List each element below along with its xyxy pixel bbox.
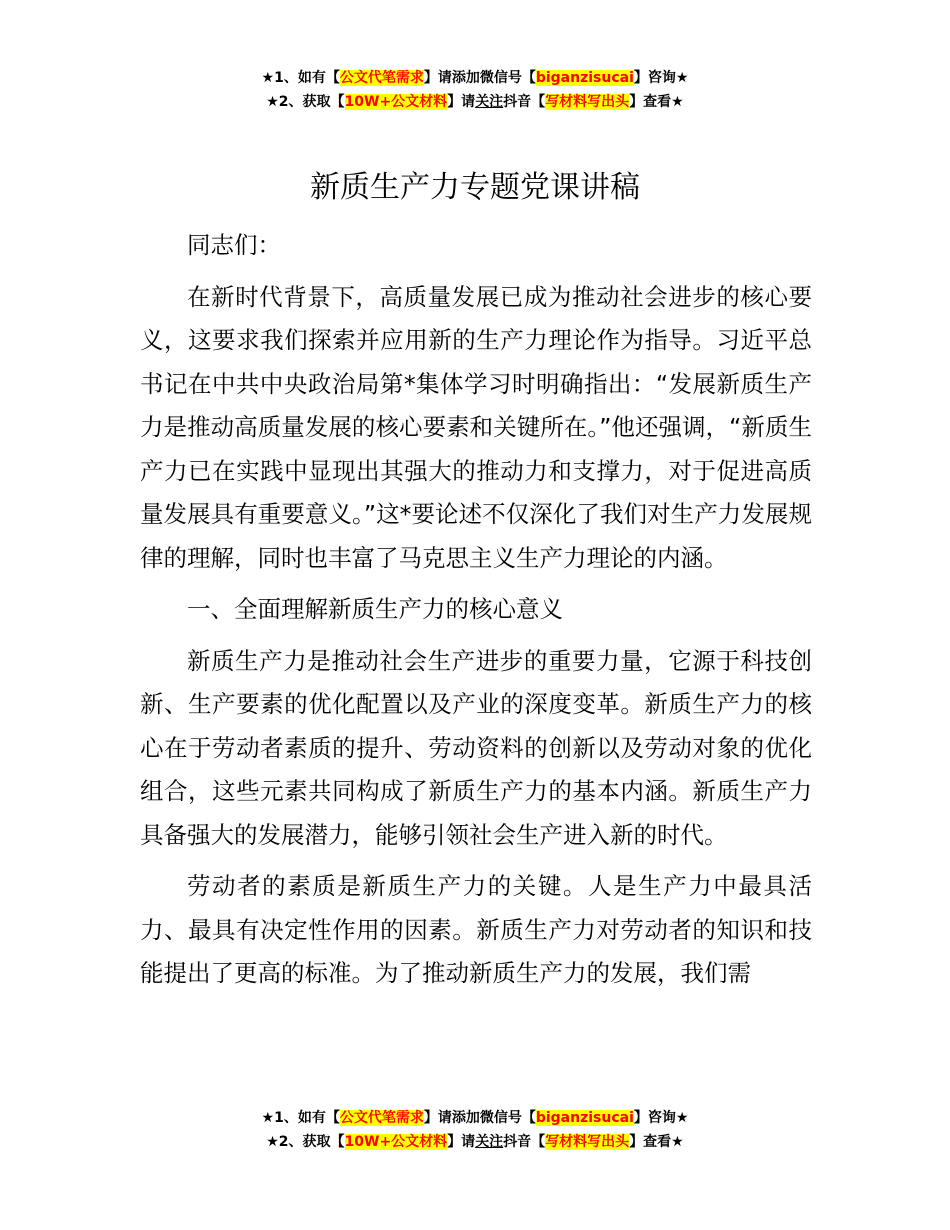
banner-highlight: 写材料写出头 [545,94,630,110]
banner-text: 抖音【 [503,1134,546,1150]
banner-text: 】请 [447,94,476,110]
banner-text: 】咨询★ [633,70,689,86]
banner-underlined: 关注 [475,1134,504,1150]
banner-wechat-id: biganzisucai [535,1110,634,1126]
banner-underlined: 关注 [475,94,504,110]
footer-banner [0,1106,950,1154]
banner-text: ★1、如有【 [261,1110,340,1126]
banner-highlight: 10W+公文材料 [344,94,448,110]
paragraph: 劳动者的素质是新质生产力的关键。人是生产力中最具活力、最具有决定性作用的因素。新质生产力对劳动者的知识和技能提出了更高的标准。为了推动新质生产力的发展，我们需 [140,872,812,987]
banner-highlight: 公文代笔需求 [339,1110,424,1126]
banner-text: 】请添加微信号【 [423,1110,536,1126]
banner-line-2 [0,1130,950,1154]
banner-text: 】查看★ [629,94,684,110]
header-banner [0,66,950,114]
banner-text: 】请 [447,1134,476,1150]
banner-highlight: 写材料写出头 [545,1134,630,1150]
paragraph: 在新时代背景下，高质量发展已成为推动社会进步的核心要义，这要求我们探索并应用新的生产力理论作为指导。习近平总书记在中共中央政治局第*集体学习时明确指出：“发展新质生产力是推动高质量发展的核心要素和关键所在。”他还强调，“新质生产力已在实践中显现出其强大的推动力和支撑力，对于促进高质量发展具有重要意义。”这*要论述不仅深化了我们对生产力发展规律的理解，同时也丰富了马克思主义生产力理论的内涵。 [140,282,812,572]
banner-text: 抖音【 [503,94,546,110]
banner-line-1 [0,1106,950,1130]
banner-highlight: 10W+公文材料 [344,1134,448,1150]
salutation: 同志们： [187,231,281,259]
banner-text: 】请添加微信号【 [423,70,536,86]
banner-text: ★1、如有【 [261,70,340,86]
document-title: 新质生产力专题党课讲稿 [310,170,640,205]
section-heading: 一、全面理解新质生产力的核心意义 [187,595,563,623]
banner-text: ★2、获取【 [266,94,345,110]
banner-highlight: 公文代笔需求 [339,70,424,86]
banner-text: ★2、获取【 [266,1134,345,1150]
document-body [140,224,812,1004]
banner-text: 】咨询★ [633,1110,689,1126]
banner-line-1 [0,66,950,90]
banner-line-2 [0,90,950,114]
banner-wechat-id: biganzisucai [535,70,634,86]
paragraph: 新质生产力是推动社会生产进步的重要力量，它源于科技创新、生产要素的优化配置以及产业的深度变革。新质生产力的核心在于劳动者素质的提升、劳动资料的创新以及劳动对象的优化组合，这些元素共同构成了新质生产力的基本内涵。新质生产力具备强大的发展潜力，能够引领社会生产进入新的时代。 [140,646,812,849]
banner-text: 】查看★ [629,1134,684,1150]
